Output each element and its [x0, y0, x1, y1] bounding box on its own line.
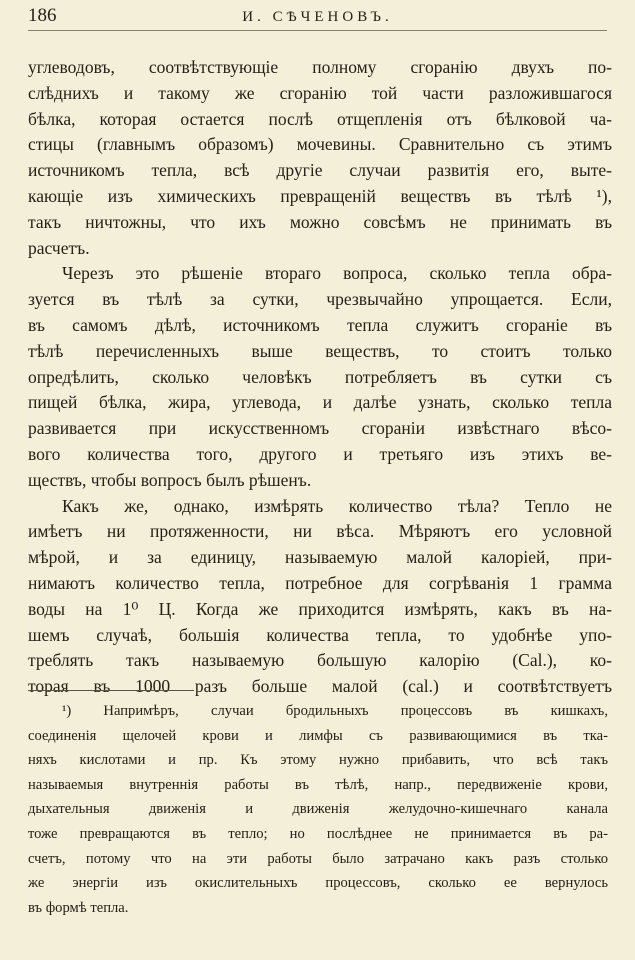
text-line: опредѣлить, сколько человѣкъ потребляетъ въ сутки съ: [28, 366, 612, 387]
text-line: воды на 1⁰ Ц. Когда же приходится измѣрять, какъ въ на-: [28, 598, 612, 619]
text-line: Черезъ это рѣшеніе втораго вопроса, сколько тепла обра-: [62, 263, 612, 284]
text-line: вого количества того, другого и третьяго изъ этихъ ве-: [28, 443, 612, 464]
text-line: развивается при искусственномъ сгораніи извѣстнаго вѣсо-: [28, 418, 612, 439]
footnote-line: тоже превращаются въ тепло; но послѣднее не принимается въ ра-: [28, 825, 608, 842]
footnote-line: счетъ, потому что на эти работы было затрачано какъ разъ столько: [28, 850, 608, 867]
text-line: бѣлка, которая остается послѣ отщепленія отъ бѣлковой ча-: [28, 108, 612, 129]
text-line: источникомъ тепла, всѣ другіе случаи развитія его, выте-: [28, 160, 612, 181]
text-line: такъ ничтожны, что ихъ можно совсѣмъ не принимать въ: [28, 211, 612, 232]
main-text: [28, 55, 612, 700]
text-line: тѣлѣ перечисленныхъ выше веществъ, то стоитъ только: [28, 340, 612, 361]
footnote: [28, 699, 608, 920]
text-line: имѣетъ ни протяженности, ни вѣса. Мѣряютъ его условной: [28, 521, 612, 542]
footnote-line: дыхательныя движенія и движенія желудочно-кишечнаго канала: [28, 801, 608, 818]
text-line: слѣднихъ и такому же сгоранію той части разложившагося: [28, 82, 612, 103]
footnote-line: ¹) Напримѣръ, случаи бродильныхъ процессовъ въ кишкахъ,: [62, 703, 608, 719]
footnote-line: няхъ кислотами и пр. Къ этому нужно прибавить, что всѣ такъ: [28, 752, 608, 769]
text-line: пищей бѣлка, жира, углевода, и далѣе узнать, сколько тепла: [28, 392, 612, 413]
running-head: И. СѢЧЕНОВЪ.: [242, 9, 393, 25]
text-line: треблять такъ называемую большую калорію (Cal.), ко-: [28, 650, 612, 671]
text-line: стицы (главнымъ образомъ) мочевины. Сравнительно съ этимъ: [28, 134, 612, 155]
page-header: [28, 6, 607, 31]
text-line: въ самомъ дѣлѣ, источникомъ тепла служитъ сгораніе въ: [28, 314, 612, 335]
text-line: мѣрой, и за единицу, называемую малой калоріей, при-: [28, 547, 612, 568]
page-number: 186: [28, 5, 57, 26]
footnote-line: соединенія щелочей крови и лимфы съ развивающимися въ тка-: [28, 727, 608, 744]
text-line: углеводовъ, соотвѣтствующіе полному сгоранію двухъ по-: [28, 57, 612, 77]
footnote-divider: [28, 690, 194, 691]
footnote-line: въ формѣ тепла.: [28, 899, 129, 916]
footnote-line: же энергіи изъ окислительныхъ процессовъ, сколько ее вернулось: [28, 875, 608, 892]
text-line: торая въ 1000 разъ больше малой (cal.) и соотвѣтствуетъ: [28, 676, 612, 697]
text-line: кающіе изъ химическихъ превращеній веществъ въ тѣлѣ ¹),: [28, 185, 612, 206]
text-line: нимаютъ количество тепла, потребное для согрѣванія 1 грамма: [28, 572, 612, 593]
footnote-line: называемыя внутреннія работы въ тѣлѣ, напр., передвиженіе крови,: [28, 776, 608, 793]
text-line: шемъ случаѣ, большія количества тепла, то удобнѣе упо-: [28, 624, 612, 645]
text-line: расчетъ.: [28, 237, 90, 258]
text-line: Какъ же, однако, измѣрять количество тѣла? Тепло не: [62, 495, 612, 516]
text-line: ществъ, чтобы вопросъ былъ рѣшенъ.: [28, 469, 312, 490]
text-line: зуется въ тѣлѣ за сутки, чрезвычайно упрощается. Если,: [28, 289, 612, 310]
